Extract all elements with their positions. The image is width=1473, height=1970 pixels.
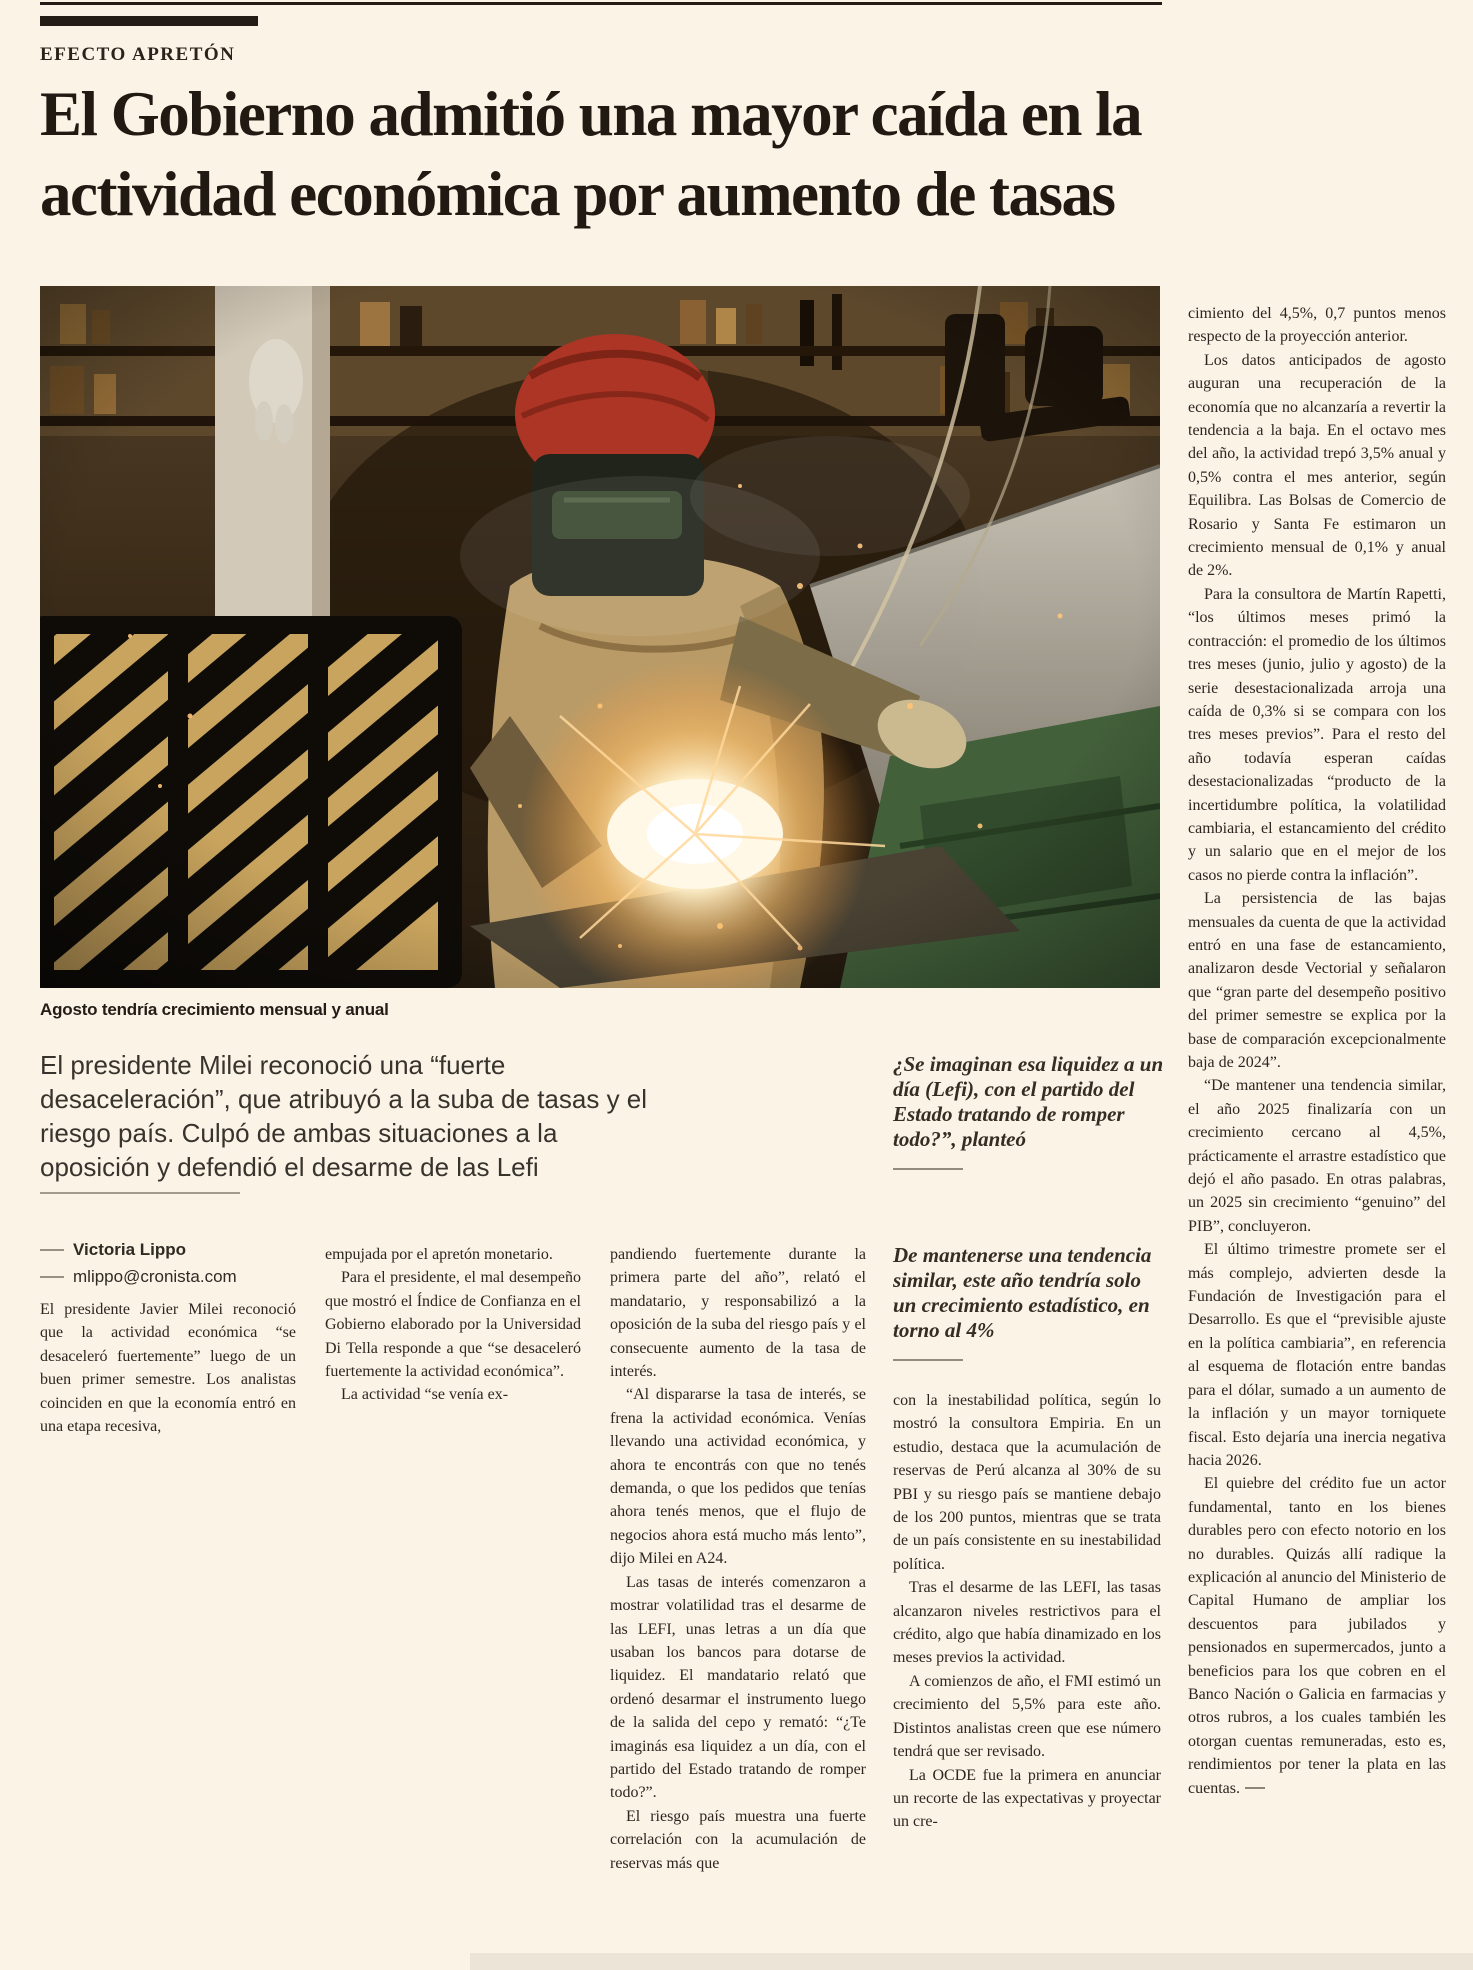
byline-email-row	[40, 1267, 237, 1287]
headline: El Gobierno admitió una mayor caída en la actividad económica por aumento de tasas	[40, 79, 1142, 229]
body-paragraph: El último trimestre promete ser el más complejo, advierten desde la Fundación de Investigación para el Desarrollo. Es que el “previsible ajuste en la política cambiaria”, en referencia al esquema de flotación entre bandas para el dólar, sumado a un aumento de la inflación y un mayor torniquete fiscal. Esto dejaría una inercia negativa hacia 2026.	[1188, 1241, 1446, 1469]
pull-quote-text: ¿Se imaginan esa liquidez a un día (Lefi), con el partido del Estado tratando de romper todo?”, planteó	[893, 1052, 1164, 1151]
body-paragraph: “De mantener una tendencia similar, el año 2025 finalizaría con un crecimiento cercano al 4,5%, prácticamente el arrastre estadístico que dejó el año pasado. En otras palabras, un 2025 sin crecimiento “genuino” del PIB”, concluyeron.	[1188, 1077, 1446, 1235]
body-paragraph: La persistencia de las bajas mensuales da cuenta de que la actividad entró en una fase de estancamiento, analizaron desde Vectorial y señalaron que “gran parte del desempeño positivo del primer semestre se explica por la base de comparación excepcionalmente baja de 2024”.	[1188, 890, 1446, 1071]
photo-caption: Agosto tendría crecimiento mensual y anual	[40, 1000, 389, 1019]
body-paragraph: La actividad “se venía ex-	[341, 1386, 509, 1404]
pull-quote-1	[893, 1052, 1165, 1170]
body-paragraph: Tras el desarme de las LEFI, las tasas alcanzaron niveles restrictivos para el crédito, algo que había dinamizado en los meses previos la actividad.	[893, 1579, 1161, 1667]
body-column-3	[610, 1243, 866, 1875]
body-paragraph: empujada por el apretón monetario.	[325, 1246, 553, 1263]
body-paragraph: Las tasas de interés comenzaron a mostrar volatilidad tras el desarme de las LEFI, unas letras a un día que usaban los bancos para dotarse de liquidez. El mandatario relató que ordenó desarmar el instrumento luego de la salida del cepo y remató: “¿Te imaginás esa liquidez a un día, con el partido del Estado tratando de romper todo?”.	[610, 1573, 866, 1802]
byline	[40, 1240, 237, 1294]
section-kicker: EFECTO APRETÓN	[40, 44, 236, 65]
byline-author: Victoria Lippo	[73, 1240, 187, 1259]
body-paragraph: cimiento del 4,5%, 0,7 puntos menos respecto de la proyección anterior.	[1188, 305, 1446, 346]
pull-quote-2	[893, 1243, 1161, 1361]
body-column-5	[1188, 302, 1446, 1800]
byline-divider	[40, 1192, 240, 1194]
body-paragraph: “Al dispararse la tasa de interés, se frena la actividad económica. Venías llevando una actividad económica, y ahora te encontrás con que no tenés demanda, o que los pedidos que tenías ahora tenés menos, que el flujo de negocios ahora está mucho más lento”, dijo Milei en A24.	[610, 1386, 866, 1568]
body-column-2	[325, 1243, 581, 1407]
body-paragraph: Los datos anticipados de agosto auguran una recuperación de la economía que no alcanzaría a revertir la tendencia a la baja. En el octavo mes del año, la actividad trepó 3,5% anual y 0,5% contra el mes anterior, según Equilibra. Las Bolsas de Comercio de Rosario y Santa Fe estimaron un crecimiento mensual de 0,1% y anual de 2%.	[1188, 351, 1446, 580]
body-paragraph: La OCDE fue la primera en anunciar un recorte de las expectativas y proyectar un cre-	[893, 1766, 1161, 1831]
article-photo	[40, 286, 1160, 988]
body-column-4-text	[893, 1389, 1161, 1834]
body-paragraph: Para el presidente, el mal desempeño que mostró el Índice de Confianza en el Gobierno elaborado por la Universidad Di Tella responde a que “se desaceleró fuertemente la actividad económica”.	[325, 1269, 581, 1381]
welder-photo-illustration	[40, 286, 1160, 988]
body-column-1	[40, 1298, 296, 1438]
body-paragraph: El quiebre del crédito fue un actor fundamental, tanto en los bienes durables pero con efecto notorio en los no durables. Quizás allí radique la explicación al anuncio del Ministerio de Capital Humano de ampliar los descuentos para jubilados y pensionados en supermercados, junto a beneficios para los que cobren en el Banco Nación o Galicia en farmacias y otros rubros, a los cuales también les otorgan cuentas remuneradas, esto es, rendimientos por tener la plata en las cuentas.	[1188, 1472, 1446, 1800]
pull-quote-text: De mantenerse una tendencia similar, este año tendría solo un crecimiento estadístico, en torno al 4%	[893, 1243, 1152, 1342]
body-paragraph: El riesgo país muestra una fuerte correlación con la acumulación de reservas más que	[610, 1807, 866, 1872]
body-paragraph: Para la consultora de Martín Rapetti, “los últimos meses primó la contracción: el promedio de los últimos tres meses (junio, julio y agosto) de la serie desestacionalizada arroja una caída de 0,3% si se compara con los tres meses previos”. Para el resto del año todavía esperan caídas desestacionalizadas “producto de la incertidumbre política, la volatilidad cambiaria, el estancamiento del crédito y un salario que en el mejor de los casos no pierde contra la inflación”.	[1188, 585, 1446, 884]
body-paragraph: A comienzos de año, el FMI estimó un crecimiento del 5,5% para este año. Distintos analistas creen que ese número tendrá que ser revisado.	[893, 1672, 1161, 1761]
body-paragraph: con la inestabilidad política, según lo mostró la consultora Empiria. En un estudio, destaca que la acumulación de reservas de Perú alcanza al 30% de su PBI y su riesgo país se mantiene debajo de los 200 puntos, mientras que se trata de un país consistente en su inestabilidad política.	[893, 1392, 1161, 1573]
pull-quote-rule	[893, 1168, 963, 1170]
byline-email: mlippo@cronista.com	[73, 1267, 237, 1286]
kicker-rule	[40, 16, 258, 26]
pull-quote-rule	[893, 1359, 963, 1361]
lead-paragraph: El presidente Milei reconoció una “fuerte desaceleración”, que atribuyó a la suba de tasas y el riesgo país. Culpó de ambas situaciones a la oposición y defendió el desarme de las Lefi	[40, 1050, 648, 1182]
top-rule	[40, 2, 1162, 5]
body-paragraph: pandiendo fuertemente durante la primera parte del año”, relató el mandatario, y responsabilizó a la oposición de la suba del riesgo país y el consecuente aumento de la tasa de interés.	[610, 1246, 866, 1381]
body-paragraph: El presidente Javier Milei reconoció que la actividad económica “se desaceleró fuertemente” luego de un buen primer semestre. Los analistas coinciden en que la economía entró en una etapa recesiva,	[40, 1301, 296, 1436]
page-bottom-edge	[470, 1953, 1473, 1970]
byline-dash-icon	[40, 1276, 64, 1278]
byline-dash-icon	[40, 1249, 64, 1251]
byline-author-row	[40, 1240, 237, 1260]
body-column-4	[893, 1243, 1161, 1834]
